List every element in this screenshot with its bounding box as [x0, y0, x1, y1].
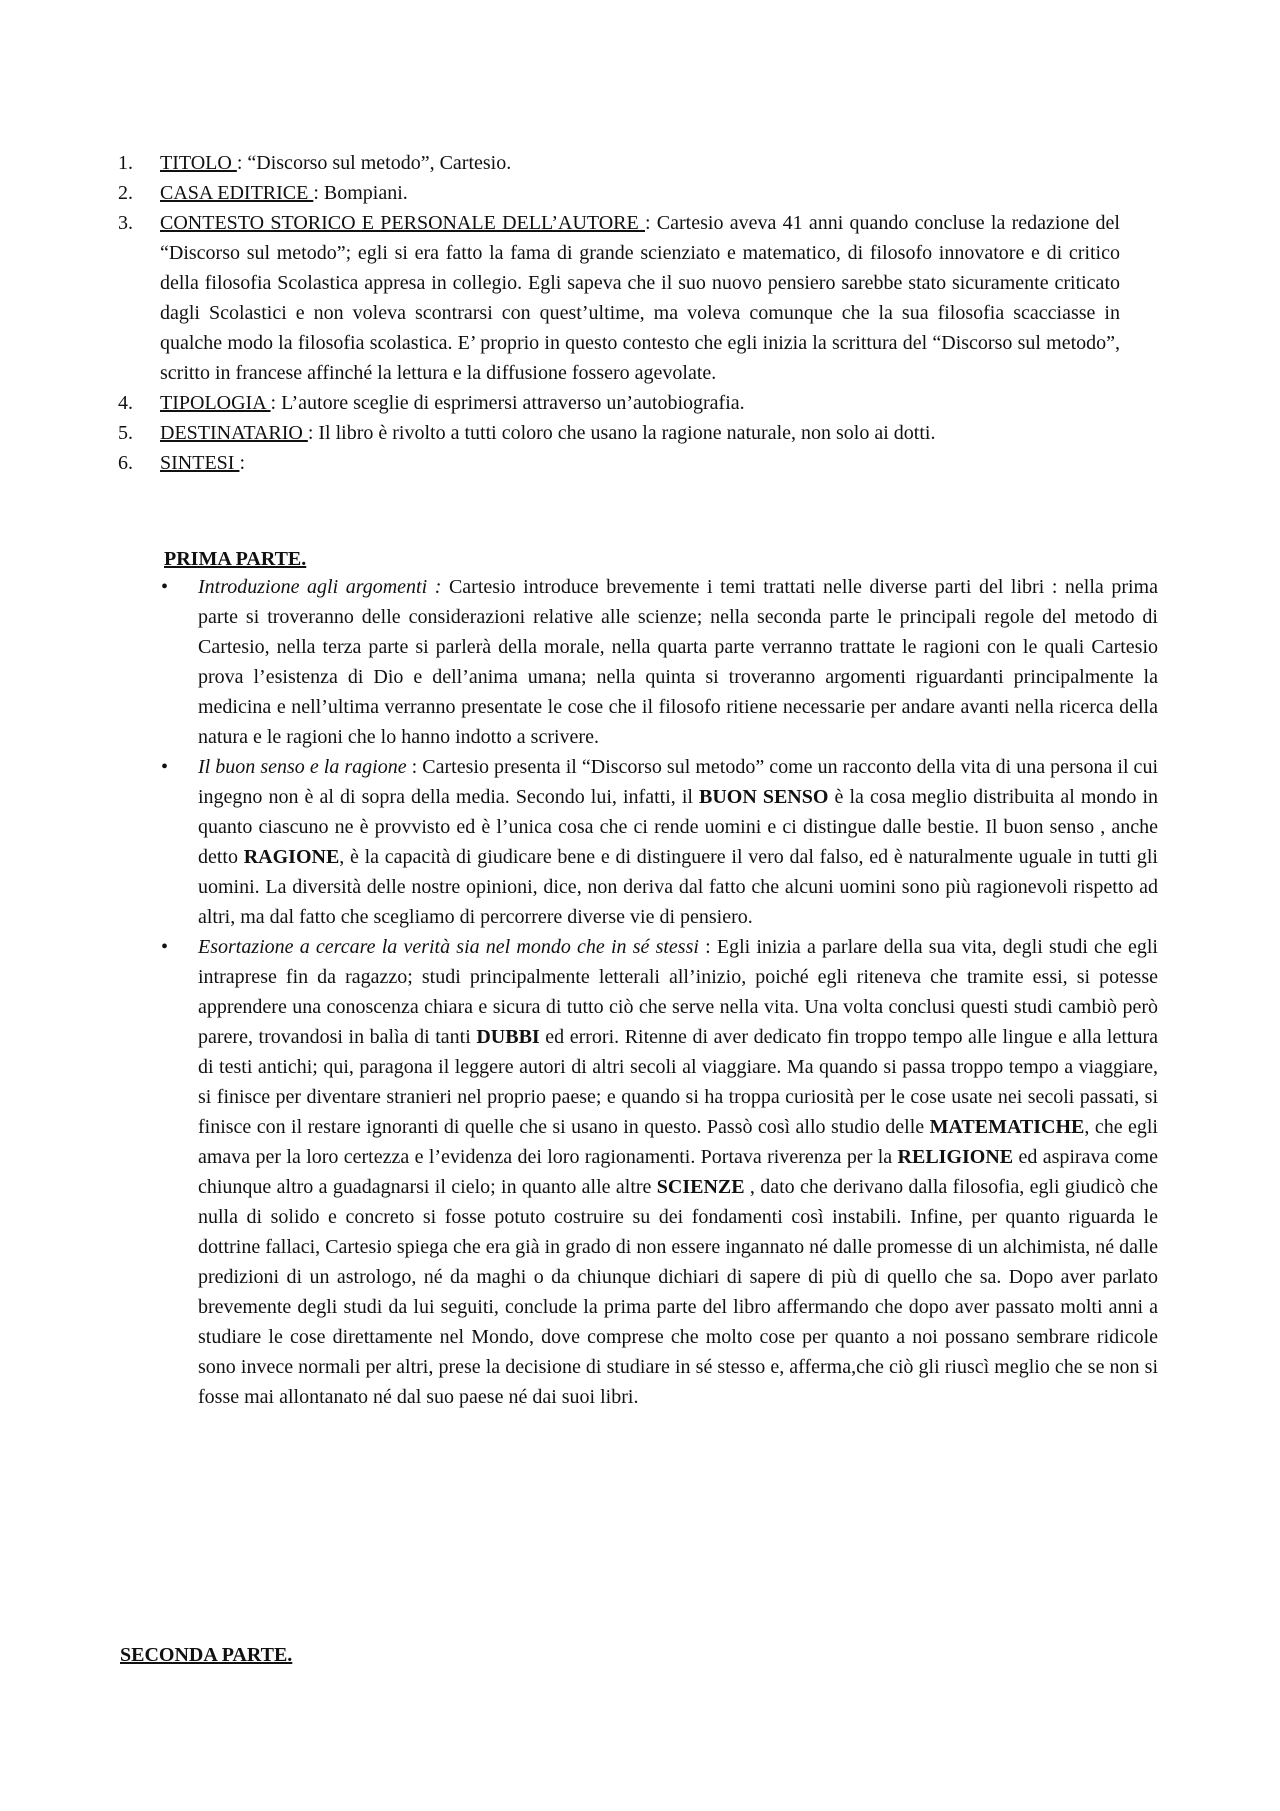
section-title-seconda-parte: SECONDA PARTE.: [120, 1644, 293, 1666]
list-item: [118, 178, 1120, 208]
item-label: SINTESI: [160, 452, 240, 474]
bold-term: SCIENZE: [656, 1176, 745, 1198]
item-number: 2.: [118, 182, 133, 204]
section-title-prima-parte: PRIMA PARTE.: [164, 548, 307, 570]
bullet-text: , è la capacità di giudicare bene e di distinguere il vero dal falso, ed è naturalmente uguale in tutti gli uomini. La diversità delle nostre opinioni, dice, non deriva dal fatto che alcuni uomini sono più ragionevoli rispetto ad altri, ma dal fatto che scegliamo di percorrere diverse vie di pensiero.: [198, 846, 1158, 928]
bullet-text: , che egli amava per la loro certezza e l’evidenza dei loro ragionamenti. Portava riverenza per la: [198, 1116, 1158, 1168]
item-number: 5.: [118, 422, 133, 444]
item-label: CASA EDITRICE: [160, 182, 314, 204]
item-text: : “Discorso sul metodo”, Cartesio.: [236, 152, 512, 174]
item-number: 6.: [118, 452, 133, 474]
item-text: : Il libro è rivolto a tutti coloro che usano la ragione naturale, non solo ai dotti.: [307, 422, 936, 444]
item-text: : L’autore sceglie di esprimersi attraverso un’autobiografia.: [270, 392, 745, 414]
item-text: : Bompiani.: [313, 182, 408, 204]
item-label: DESTINATARIO: [160, 422, 308, 444]
bullet-text: è la cosa meglio distribuita al mondo in quanto ciascuno ne è provvisto ed è l’unica cosa che ci rende uomini e ci distingue dalle bestie. Il buon senso , anche detto: [198, 786, 1158, 868]
bullet-lead: Introduzione agli argomenti :: [198, 576, 442, 598]
bullet-text: ed aspirava come chiunque altro a guadagnarsi il cielo; in quanto alle altre: [198, 1146, 1158, 1198]
bullet-text: , dato che derivano dalla filosofia, egli giudicò che nulla di solido e concreto si fosse potuto costruire su dei fondamenti così instabili. Infine, per quanto riguarda le dottrine fallaci, Cartesio spiega che era già in grado di non essere ingannato né dalle promesse di un alchimista, né dalle predizioni di un astrologo, né da maghi o da chiunque dichiari di sapere di più di quello che sa. Dopo aver parlato brevemente degli studi da lui seguiti, conclude la prima parte del libro affermando che dopo aver passato molti anni a studiare le cose direttamente nel Mondo, dove comprese che molto cose per quanto a noi possano sembrare ridicole sono invece normali per altri, prese la decisione di studiare in sé stesso e, afferma,che ciò gli riuscì meglio che se non si fosse mai allontanato né dal suo paese né dai suoi libri.: [198, 1176, 1158, 1408]
bold-term: DUBBI: [476, 1026, 540, 1048]
bullet-text: : Egli inizia a parlare della sua vita, degli studi che egli intraprese fin da ragazzo; studi principalmente letterali all’inizio, poiché egli riteneva che tramite essi, si potesse apprendere una conoscenza chiara e sicura di tutto ciò che serve nella vita. Una volta conclusi questi studi cambiò però parere, trovandosi in balìa di tanti: [198, 936, 1158, 1048]
list-item: [118, 418, 1120, 448]
item-number: 4.: [118, 392, 133, 414]
item-label: TIPOLOGIA: [160, 392, 271, 414]
bold-term: RAGIONE: [243, 846, 340, 868]
bullet-item: [161, 752, 1158, 932]
numbered-list: [118, 148, 1120, 478]
bold-term: MATEMATICHE: [929, 1116, 1085, 1138]
item-text: : Cartesio aveva 41 anni quando concluse la redazione del “Discorso sul metodo”; egli si era fatto la fama di grande scienziato e matematico, di filosofo innovatore e di critico della filosofia Scolastica appresa in collegio. Egli sapeva che il suo nuovo pensiero sarebbe stato sicuramente criticato dagli Scolastici e non voleva scontrarsi con quest’ultime, ma voleva comunque che la sua filosofia scacciasse in qualche modo la filosofia scolastica. E’ proprio in questo contesto che egli inizia la scrittura del “Discorso sul metodo”, scritto in francese affinché la lettura e la diffusione fossero agevolate.: [160, 212, 1120, 384]
bullet-list: [161, 572, 1158, 1412]
bullet-icon: •: [161, 576, 169, 598]
list-item: [118, 448, 1120, 478]
bullet-text: : Cartesio presenta il “Discorso sul metodo” come un racconto della vita di una persona il cui ingegno non è al di sopra della media. Secondo lui, infatti, il: [198, 756, 1158, 808]
item-number: 3.: [118, 212, 133, 234]
bullet-text: Cartesio introduce brevemente i temi trattati nelle diverse parti del libri : nella prima parte si troveranno delle considerazioni relative alle scienze; nella seconda parte le principali regole del metodo di Cartesio, nella terza parte si parlerà della morale, nella quarta parte verranno trattate le ragioni con le quali Cartesio prova l’esistenza di Dio e dell’anima umana; nella quinta si troveranno argomenti riguardanti principalmente la medicina e nell’ultima verranno presentate le cose che il filosofo ritiene necessarie per andare avanti nella ricerca della natura e le ragioni che lo hanno indotto a scrivere.: [198, 576, 1158, 748]
bullet-lead: Il buon senso e la ragione: [198, 756, 407, 778]
bold-term: BUON SENSO: [699, 786, 829, 808]
item-label: CONTESTO STORICO E PERSONALE DELL’AUTORE: [160, 212, 645, 234]
list-item: [118, 148, 1120, 178]
bullet-icon: •: [161, 756, 169, 778]
bullet-lead: Esortazione a cercare la verità sia nel mondo che in sé stessi: [198, 936, 699, 958]
item-number: 1.: [118, 152, 133, 174]
list-item: [118, 208, 1120, 388]
bold-term: RELIGIONE: [897, 1146, 1014, 1168]
bullet-item: [161, 572, 1158, 752]
bullet-icon: •: [161, 936, 169, 958]
item-label: TITOLO: [160, 152, 237, 174]
bullet-text: ed errori. Ritenne di aver dedicato fin troppo tempo alle lingue e alla lettura di testi antichi; qui, paragona il leggere autori di altri secoli al viaggiare. Ma quando si passa troppo tempo a viaggiare, si finisce per diventare stranieri nel proprio paese; e quando si ha troppa curiosità per le cose usate nei secoli passati, si finisce con il restare ignoranti di quelle che si usano in questo. Passò così allo studio delle: [198, 1026, 1158, 1138]
list-item: [118, 388, 1120, 418]
item-text: :: [239, 452, 246, 474]
bullet-item: [161, 932, 1158, 1412]
